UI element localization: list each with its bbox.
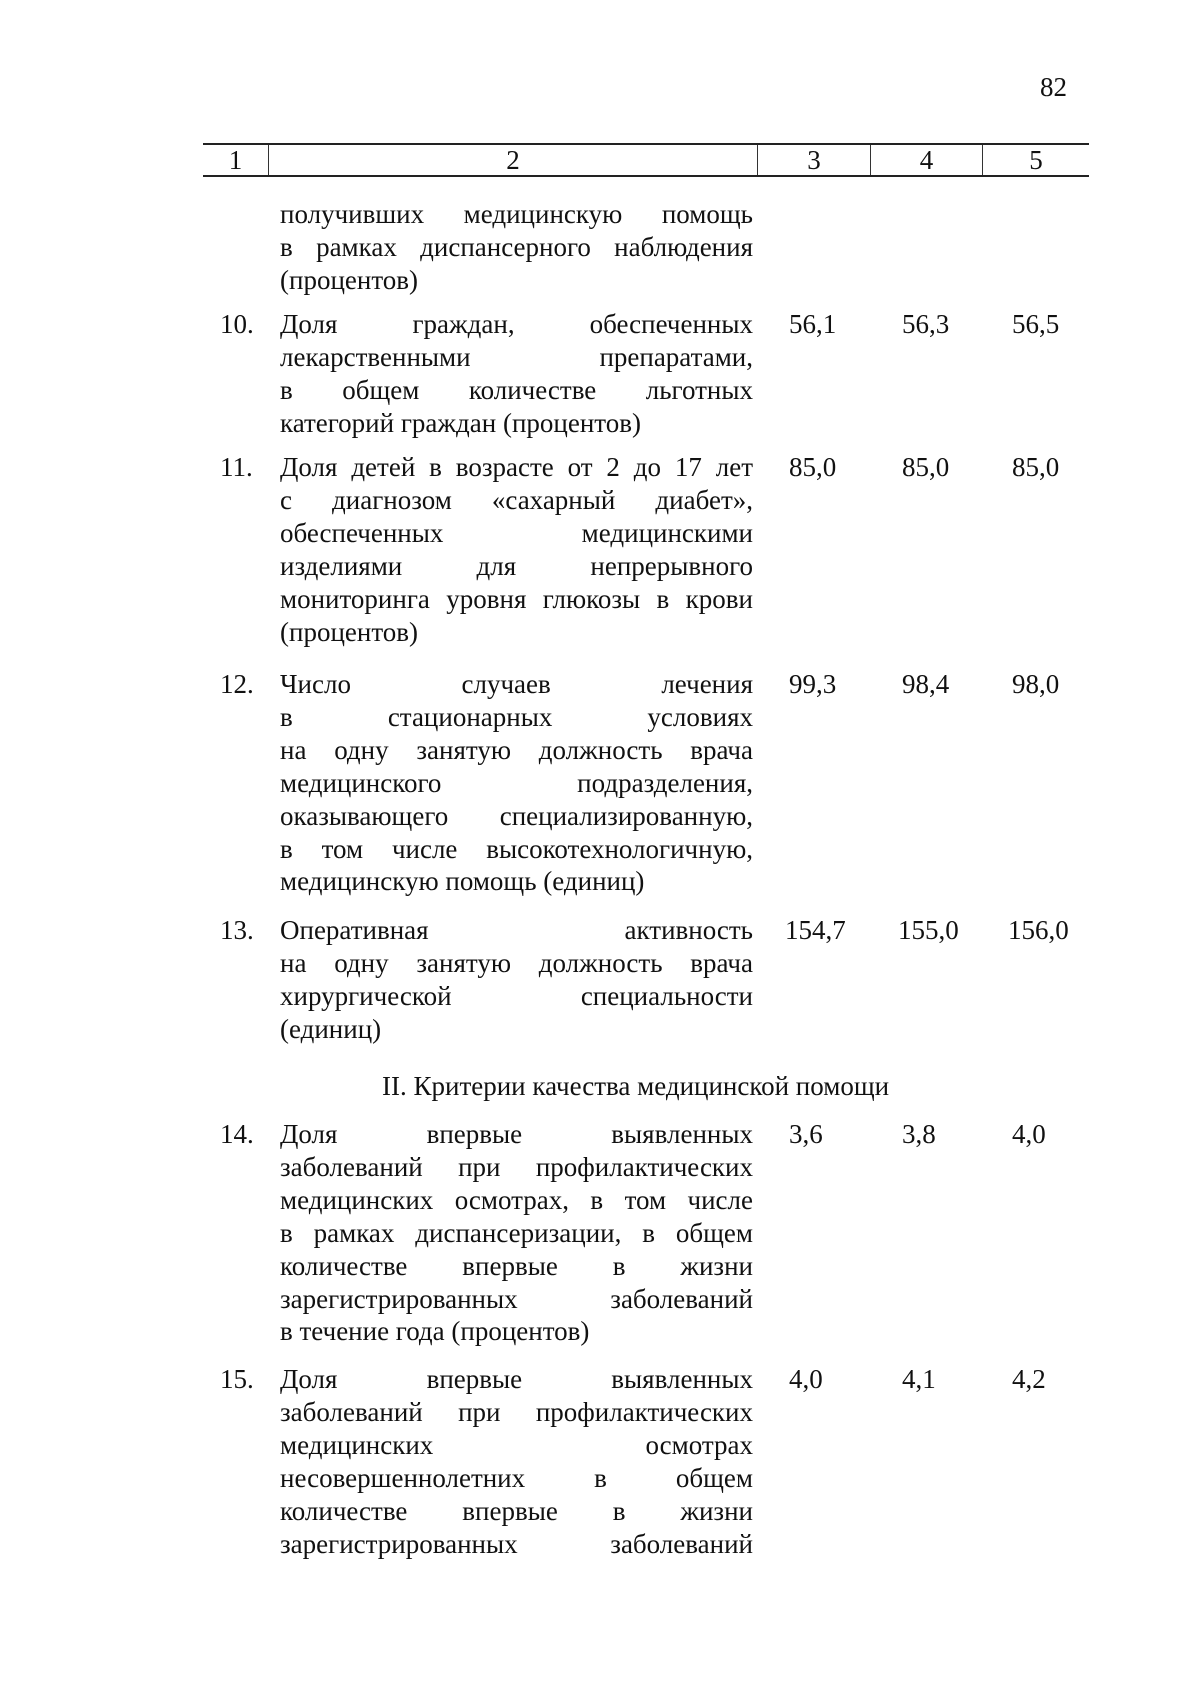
row-description	[280, 668, 753, 898]
value-col-5: 85,0	[1012, 452, 1060, 482]
value-col-3: 4,0	[789, 1364, 823, 1394]
text-line: хирургической специальности	[280, 980, 753, 1011]
text-line: в рамках диспансеризации, в общем	[280, 1217, 753, 1248]
section-heading: II. Критерии качества медицинской помощи	[382, 1071, 890, 1101]
value-col-5: 156,0	[1008, 915, 1069, 945]
text-line: категорий граждан (процентов)	[280, 407, 641, 438]
row-number: 15.	[220, 1364, 254, 1394]
text-line: Доля впервые выявленных	[280, 1364, 753, 1394]
value-col-3: 85,0	[789, 452, 837, 482]
text-line: (единиц)	[280, 1013, 382, 1044]
row-description	[280, 1118, 753, 1348]
text-line: зарегистрированных заболеваний	[280, 1528, 753, 1559]
text-line: количестве впервые в жизни	[280, 1495, 753, 1526]
text-line: в стационарных условиях	[280, 701, 753, 732]
row-number: 12.	[220, 669, 254, 699]
text-line: в том числе высокотехнологичную,	[280, 833, 753, 864]
text-line: на одну занятую должность врача	[280, 947, 753, 978]
text-line: Доля впервые выявленных	[280, 1119, 753, 1149]
text-line: Доля детей в возрасте от 2 до 17 лет	[280, 452, 753, 482]
text-line: заболеваний при профилактических	[280, 1151, 753, 1182]
value-col-4: 98,4	[902, 669, 950, 699]
text-line: получивших медицинскую помощь	[280, 199, 753, 229]
value-col-5: 56,5	[1012, 309, 1060, 339]
header-col-3: 3	[757, 145, 870, 175]
text-line: на одну занятую должность врача	[280, 734, 753, 765]
text-line: медицинских осмотрах	[280, 1429, 753, 1460]
value-col-4: 3,8	[902, 1119, 936, 1149]
text-line: заболеваний при профилактических	[280, 1396, 753, 1427]
text-line: обеспеченных медицинскими	[280, 517, 753, 548]
text-line: медицинского подразделения,	[280, 767, 753, 798]
value-col-3: 56,1	[789, 309, 837, 339]
header-col-4: 4	[870, 145, 982, 175]
row-number: 11.	[220, 452, 253, 482]
value-col-4: 56,3	[902, 309, 950, 339]
header-col-2: 2	[268, 145, 757, 175]
value-col-3: 99,3	[789, 669, 837, 699]
row-number: 10.	[220, 309, 254, 339]
text-line: с диагнозом «сахарный диабет»,	[280, 484, 753, 515]
text-line: зарегистрированных заболеваний	[280, 1283, 753, 1314]
text-line: в течение года (процентов)	[280, 1316, 590, 1347]
text-line: лекарственными препаратами,	[280, 341, 753, 372]
value-col-3: 3,6	[789, 1119, 823, 1149]
text-line: Число случаев лечения	[280, 669, 753, 699]
header-col-5: 5	[982, 145, 1089, 175]
text-line: (процентов)	[280, 264, 419, 295]
row-description	[280, 308, 753, 440]
text-line: в рамках диспансерного наблюдения	[280, 231, 753, 262]
value-col-5: 4,0	[1012, 1119, 1046, 1149]
value-col-5: 98,0	[1012, 669, 1060, 699]
value-col-3: 154,7	[785, 915, 846, 945]
row-description	[280, 914, 753, 1046]
text-line: несовершеннолетних в общем	[280, 1462, 753, 1493]
value-col-5: 4,2	[1012, 1364, 1046, 1394]
text-line: изделиями для непрерывного	[280, 550, 753, 581]
page-number: 82	[1040, 72, 1067, 102]
text-line: медицинских осмотрах, в том числе	[280, 1184, 753, 1215]
value-col-4: 155,0	[898, 915, 959, 945]
table-header	[203, 143, 1089, 177]
text-line: количестве впервые в жизни	[280, 1250, 753, 1281]
row-description	[280, 1363, 753, 1560]
header-col-1: 1	[228, 145, 243, 175]
value-col-4: 85,0	[902, 452, 950, 482]
value-col-4: 4,1	[902, 1364, 936, 1394]
text-line: Оперативная активность	[280, 915, 753, 945]
text-line: оказывающего специализированную,	[280, 800, 753, 831]
row-number: 14.	[220, 1119, 254, 1149]
text-line: медицинскую помощь (единиц)	[280, 866, 645, 897]
text-line: (процентов)	[280, 616, 419, 647]
text-line: мониторинга уровня глюкозы в крови	[280, 583, 753, 614]
continuation-text	[280, 198, 753, 297]
text-line: Доля граждан, обеспеченных	[280, 309, 753, 339]
row-number: 13.	[220, 915, 254, 945]
row-description	[280, 451, 753, 648]
text-line: в общем количестве льготных	[280, 374, 753, 405]
